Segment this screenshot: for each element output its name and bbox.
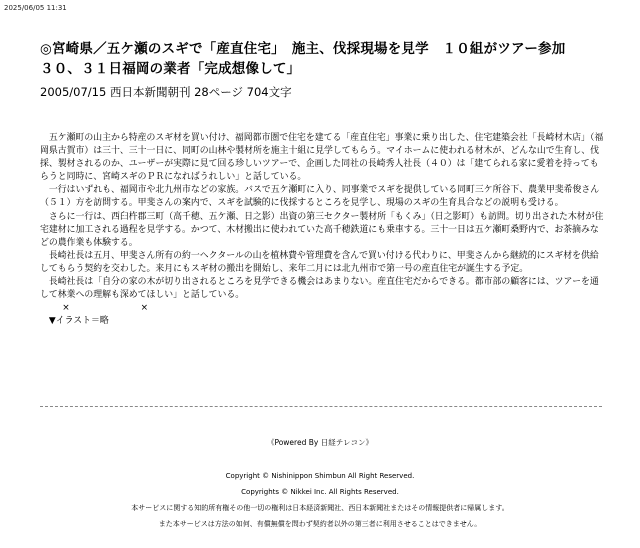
divider (40, 406, 602, 407)
article-source: 西日本新聞朝刊 (109, 85, 191, 99)
copyright-nikkei: Copyrights © Nikkei Inc. All Rights Reserved. (241, 488, 399, 496)
article-char-count: 704文字 (246, 85, 292, 99)
article-paragraph: 五ケ瀬町の山主から特産のスギ材を買い付け、福岡都市圏で住宅を建てる「産直住宅」事業に乗り出した、住宅建築会社「長崎材木店」（福岡県古賀市）は三十、三十一日に、同町の山林や製材所を施主十組に見学してもらう。マイホームに使われる材木が、どんな山で生育し、伐採、製材されるのか、ユーザーが実際に見て回る珍しいツアーで、企画した同社の長崎秀人社長（４０）は「建てられる家に愛着を持ってもらうと同時に、宮崎スギのＰＲになればうれしい」と話している。 (40, 133, 604, 183)
article-meta (40, 84, 292, 100)
headline-line-2: ３０、３１日福岡の業者「完成想像して」 (40, 61, 301, 77)
powered-by: 《Powered By 日経テレコン》 (266, 438, 374, 447)
print-timestamp: 2025/06/05 11:31 (4, 4, 67, 12)
footer (0, 468, 640, 532)
article-paragraph: 長崎社長は「自分の家の木が切り出されるところを見学できる機会はあまりない。産直住宅だからできる。都市部の顧客には、ツアーを通して林業への理解も深めてほしい」と話している。 (40, 277, 599, 301)
usage-notice: また本サービスは方法の如何、有償無償を問わず契約者以外の第三者に利用させることはできません。 (158, 520, 482, 528)
article-paragraph: 一行はいずれも、福岡市や北九州市などの家族。バスで五ケ瀬町に入り、同事業でスギを提供している同町三ケ所谷下、農業甲斐希俊さん（５１）方を訪問する。甲斐さんの案内で、スギを試験的に伐採するところを見学し、現場のスギの生育具合などの説明も受ける。 (40, 185, 600, 209)
article-date: 2005/07/15 (40, 85, 107, 99)
headline-line-1: ◎宮崎県／五ケ瀬のスギで「産直住宅」 施主、伐採現場を見学 １０組がツアー参加 (40, 41, 566, 57)
copyright-nishinippon: Copyright © Nishinippon Shimbun All Right Reserved. (225, 472, 415, 480)
article-page: 28ページ (194, 85, 244, 99)
article-headline (40, 39, 610, 79)
article-separator: × × (62, 303, 149, 314)
rights-notice: 本サービスに関する知的所有権その他一切の権利は日本経済新聞社、西日本新聞社またはその情報提供者に帰属します。 (131, 504, 509, 512)
article-paragraph: さらに一行は、西臼杵郡三町（高千穂、五ケ瀬、日之影）出資の第三セクター製材所「もくみ」（日之影町）も訪問。切り出された木材が住宅建材に加工される過程を見学する。かつて、木材搬出に使われていた高千穂鉄道にも乗車する。三十一日は五ケ瀬町桑野内で、お茶摘みなどの農作業も体験する。 (40, 211, 604, 248)
illustration-note: ▼イラスト＝略 (48, 316, 109, 327)
article-paragraph: 長崎社長は五月、甲斐さん所有の約一ヘクタールの山を植林費や管理費を含んで買い付ける代わりに、甲斐さんから継続的にスギ材を供給してもらう契約を交わした。来月にもスギ材の搬出を開始し、来年二月には北九州市で第一号の産直住宅が誕生する予定。 (40, 250, 599, 274)
article-body (40, 132, 605, 328)
